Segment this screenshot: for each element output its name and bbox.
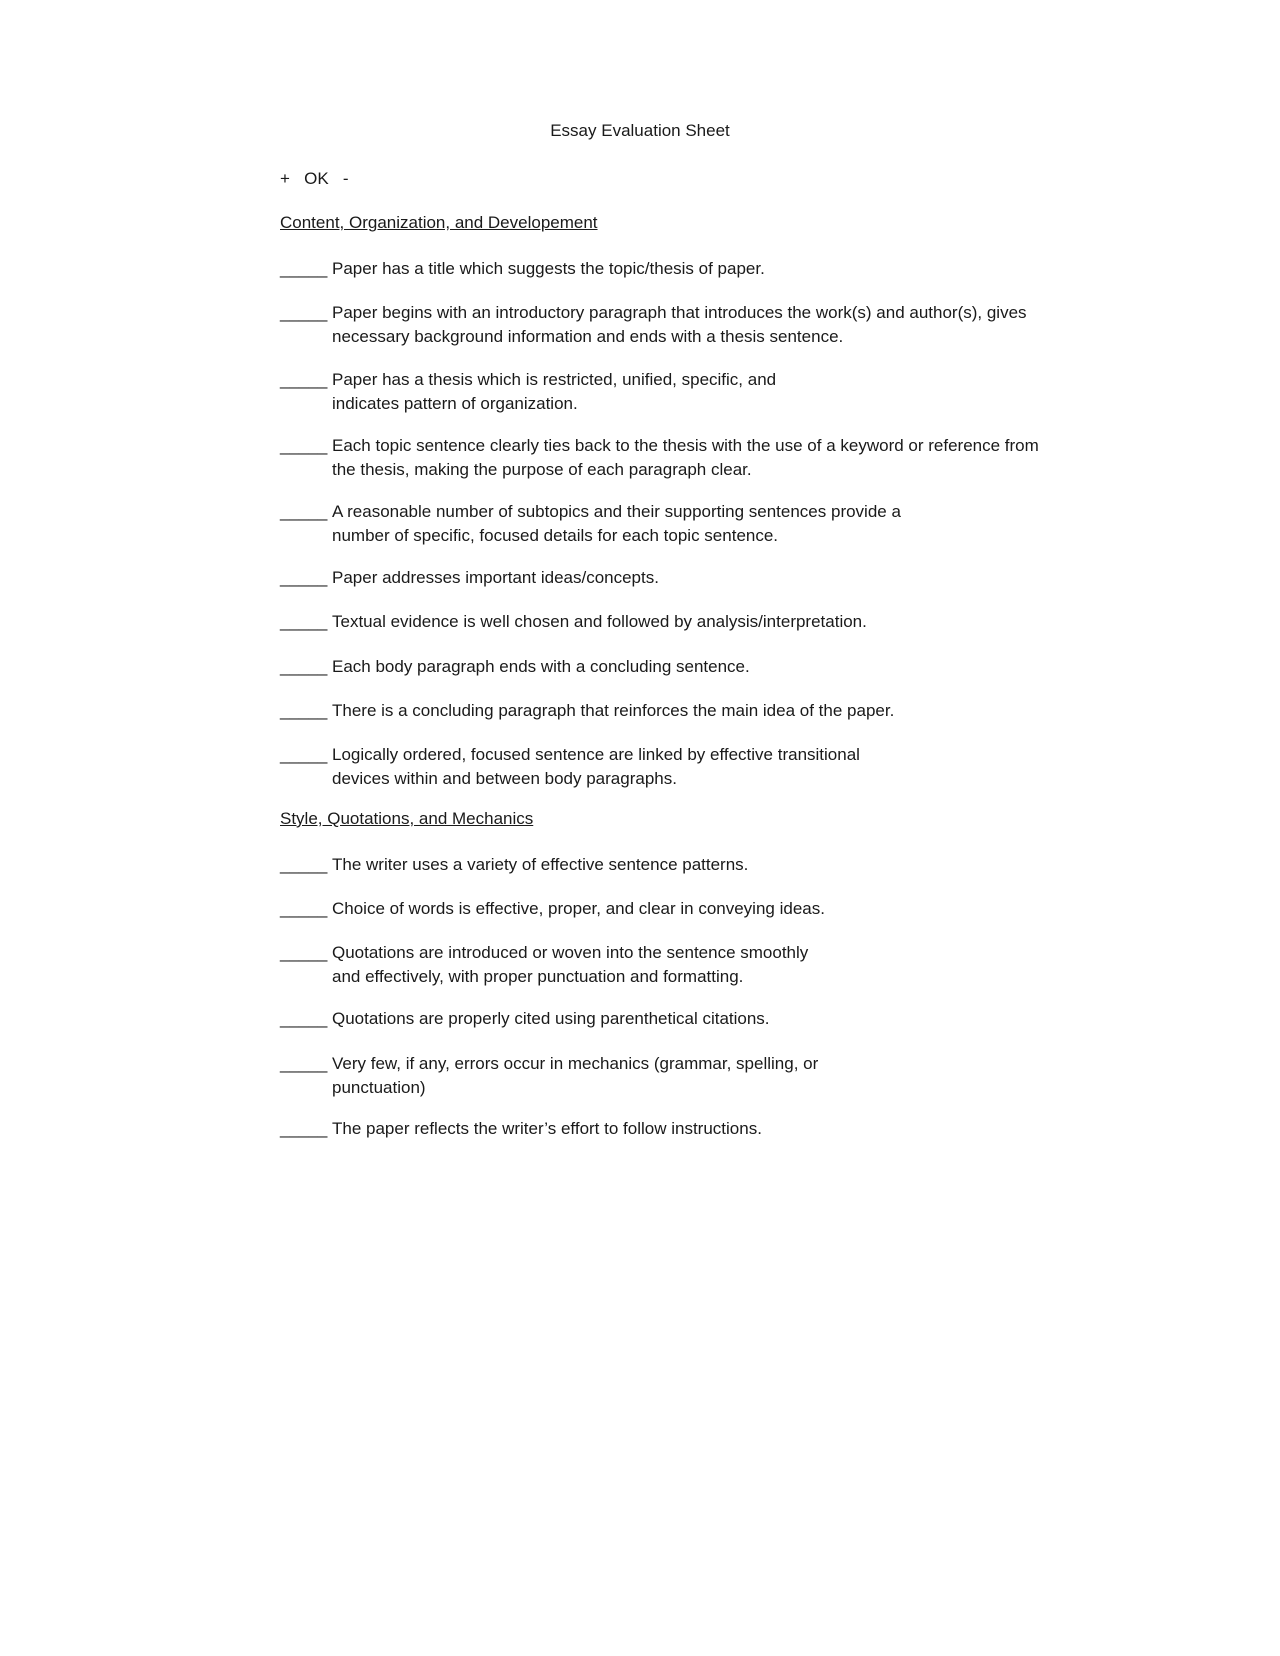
checklist-item-text: Quotations are properly cited using parenthetical citations. xyxy=(332,1009,770,1028)
checklist-item xyxy=(280,500,1040,547)
rating-plus: + xyxy=(280,169,290,188)
checklist-item xyxy=(280,1052,1040,1099)
checklist-item-text: Logically ordered, focused sentence are linked by effective transitional devices within and between body paragraphs. xyxy=(332,745,860,788)
checklist-item xyxy=(280,566,1040,590)
checklist-item xyxy=(280,368,1040,415)
rating-blank[interactable] xyxy=(280,743,332,767)
checklist-item xyxy=(280,610,1040,634)
checklist-item-text: Each topic sentence clearly ties back to the thesis with the use of a keyword or reference from the thesis, making the purpose of each paragraph clear. xyxy=(332,436,1039,479)
rating-blank[interactable] xyxy=(280,368,332,392)
rating-blank[interactable] xyxy=(280,1117,332,1141)
checklist-item-text: Textual evidence is well chosen and followed by analysis/interpretation. xyxy=(332,612,867,631)
checklist-item-text: Paper has a thesis which is restricted, unified, specific, and indicates pattern of organization. xyxy=(332,370,777,413)
checklist-item xyxy=(280,257,1040,281)
checklist-item xyxy=(280,853,1040,877)
rating-ok: OK xyxy=(304,169,329,188)
rating-blank[interactable] xyxy=(280,1007,332,1031)
rating-blank[interactable] xyxy=(280,257,332,281)
checklist-item-text: The paper reflects the writer’s effort to follow instructions. xyxy=(332,1119,762,1138)
checklist-item-text: Paper addresses important ideas/concepts. xyxy=(332,568,659,587)
checklist-item-text: Choice of words is effective, proper, and clear in conveying ideas. xyxy=(332,899,825,918)
checklist-item xyxy=(280,941,1040,988)
checklist-item-text: Very few, if any, errors occur in mechanics (grammar, spelling, or punctuation) xyxy=(332,1054,819,1097)
rating-blank[interactable] xyxy=(280,500,332,524)
checklist-item xyxy=(280,897,1040,921)
checklist-item xyxy=(280,699,1040,723)
rating-blank[interactable] xyxy=(280,941,332,965)
rating-blank[interactable] xyxy=(280,1052,332,1076)
checklist-item-text: The writer uses a variety of effective sentence patterns. xyxy=(332,855,749,874)
rating-blank[interactable] xyxy=(280,699,332,723)
checklist-item xyxy=(280,743,1040,790)
rating-blank[interactable] xyxy=(280,301,332,325)
rating-scale xyxy=(280,168,349,190)
checklist-item xyxy=(280,1117,1040,1141)
checklist-item xyxy=(280,301,1040,348)
checklist-item-text: A reasonable number of subtopics and their supporting sentences provide a number of specific, focused details for each topic sentence. xyxy=(332,502,901,545)
checklist-item-text: Quotations are introduced or woven into the sentence smoothly and effectively, with proper punctuation and formatting. xyxy=(332,943,809,986)
checklist-item-text: Each body paragraph ends with a concluding sentence. xyxy=(332,657,750,676)
rating-minus: - xyxy=(342,169,349,188)
rating-blank[interactable] xyxy=(280,610,332,634)
rating-blank[interactable] xyxy=(280,853,332,877)
rating-blank[interactable] xyxy=(280,566,332,590)
section-heading-content: Content, Organization, and Developement xyxy=(280,213,598,232)
checklist-item-text: Paper begins with an introductory paragraph that introduces the work(s) and author(s), gives necessary background information and ends with a thesis sentence. xyxy=(332,303,1027,346)
page-title: Essay Evaluation Sheet xyxy=(550,121,730,140)
rating-blank[interactable] xyxy=(280,434,332,458)
checklist-item xyxy=(280,655,1040,679)
rating-blank[interactable] xyxy=(280,655,332,679)
checklist-item-text: There is a concluding paragraph that reinforces the main idea of the paper. xyxy=(332,701,895,720)
checklist-item xyxy=(280,1007,1040,1031)
section-heading-style: Style, Quotations, and Mechanics xyxy=(280,809,534,828)
checklist-item xyxy=(280,434,1040,481)
rating-blank[interactable] xyxy=(280,897,332,921)
checklist-item-text: Paper has a title which suggests the topic/thesis of paper. xyxy=(332,259,765,278)
